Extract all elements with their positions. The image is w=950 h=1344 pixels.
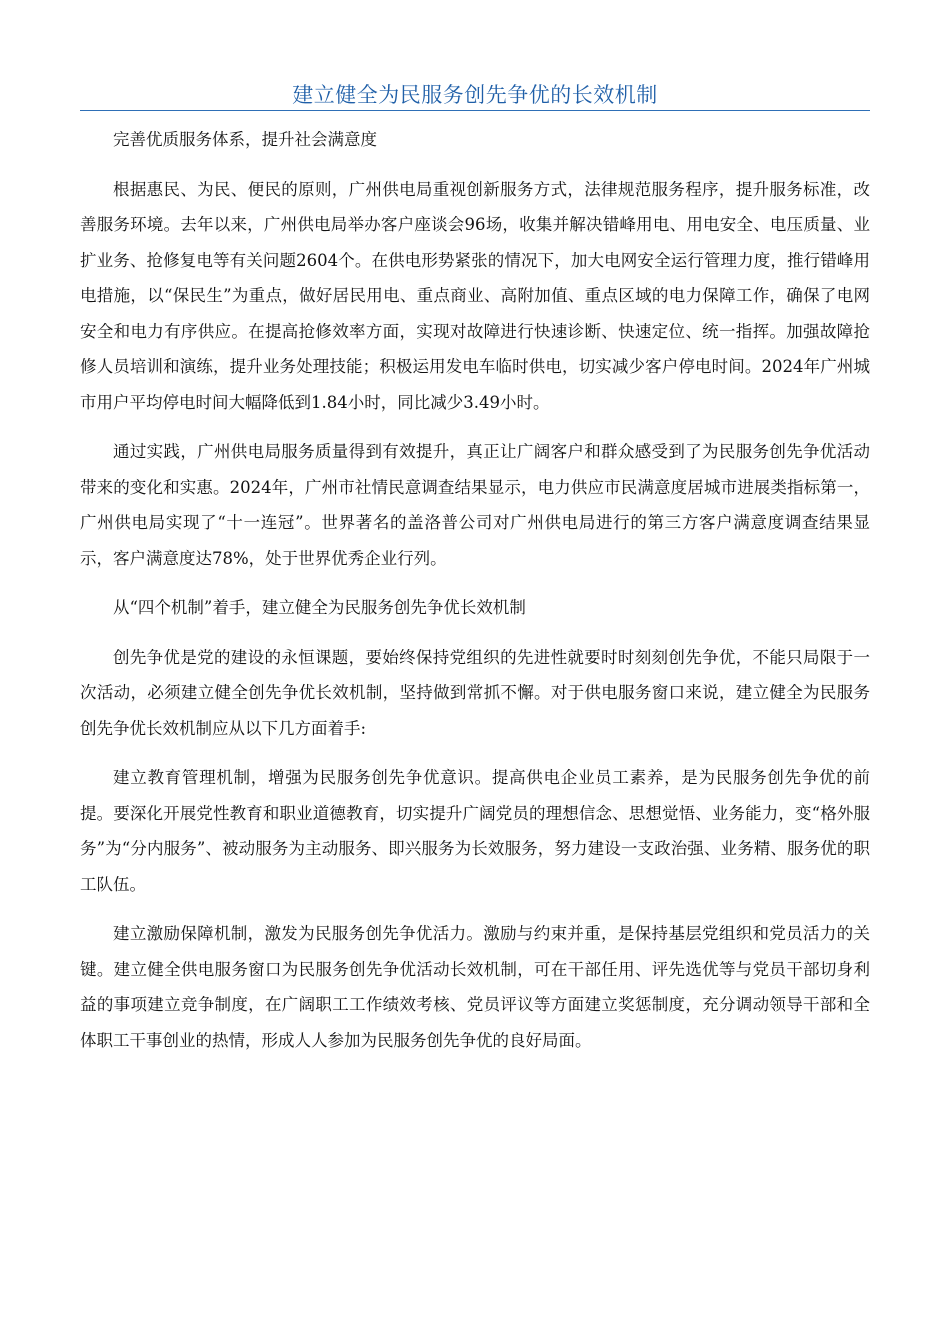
body-paragraph: 创先争优是党的建设的永恒课题，要始终保持党组织的先进性就要时时刻刻创先争优，不能只局限于一次活动，必须建立健全创先争优长效机制，坚持做到常抓不懈。对于供电服务窗口来说，建立健全为民服务创先争优长效机制应从以下几方面着手: xyxy=(80,647,870,738)
body-paragraph: 建立教育管理机制，增强为民服务创先争优意识。提高供电企业员工素养，是为民服务创先争优的前提。要深化开展党性教育和职业道德教育，切实提升广阔党员的理想信念、思想觉悟、业务能力，变“格外服务”为“分内服务”、被动服务为主动服务、即兴服务为长效服务，努力建设一支政治强、业务精、服务优的职工队伍。 xyxy=(80,768,870,894)
document-body xyxy=(80,122,870,1072)
body-paragraph: 通过实践，广州供电局服务质量得到有效提升，真正让广阔客户和群众感受到了为民服务创先争优活动带来的变化和实惠。2024年，广州市社情民意调查结果显示，电力供应市民满意度居城市进展类指标第一，广州供电局实现了“十一连冠”。世界著名的盖洛普公司对广州供电局进行的第三方客户满意度调查结果显示，客户满意度达78%，处于世界优秀企业行列。 xyxy=(80,442,870,568)
section-heading: 完善优质服务体系，提升社会满意度 xyxy=(113,130,377,149)
body-paragraph: 根据惠民、为民、便民的原则，广州供电局重视创新服务方式，法律规范服务程序，提升服务标准，改善服务环境。去年以来，广州供电局举办客户座谈会96场，收集并解决错峰用电、用电安全、电压质量、业扩业务、抢修复电等有关问题2604个。在供电形势紧张的情况下，加大电网安全运行管理力度，推行错峰用电措施，以“保民生”为重点，做好居民用电、重点商业、高附加值、重点区域的电力保障工作，确保了电网安全和电力有序供应。在提高抢修效率方面，实现对故障进行快速诊断、快速定位、统一指挥。加强故障抢修人员培训和演练，提升业务处理技能；积极运用发电车临时供电，切实减少客户停电时间。2024年广州城市用户平均停电时间大幅降低到1.84小时，同比减少3.49小时。 xyxy=(80,179,870,412)
document-title: 建立健全为民服务创先争优的长效机制 xyxy=(292,83,658,107)
title-underline xyxy=(80,110,870,111)
section-heading: 从“四个机制”着手，建立健全为民服务创先争优长效机制 xyxy=(113,598,526,617)
body-paragraph: 建立激励保障机制，激发为民服务创先争优活力。激励与约束并重，是保持基层党组织和党员活力的关键。建立健全供电服务窗口为民服务创先争优活动长效机制，可在干部任用、评先选优等与党员干部切身利益的事项建立竞争制度，在广阔职工工作绩效考核、党员评议等方面建立奖惩制度，充分调动领导干部和全体职工干事创业的热情，形成人人参加为民服务创先争优的良好局面。 xyxy=(80,924,870,1050)
